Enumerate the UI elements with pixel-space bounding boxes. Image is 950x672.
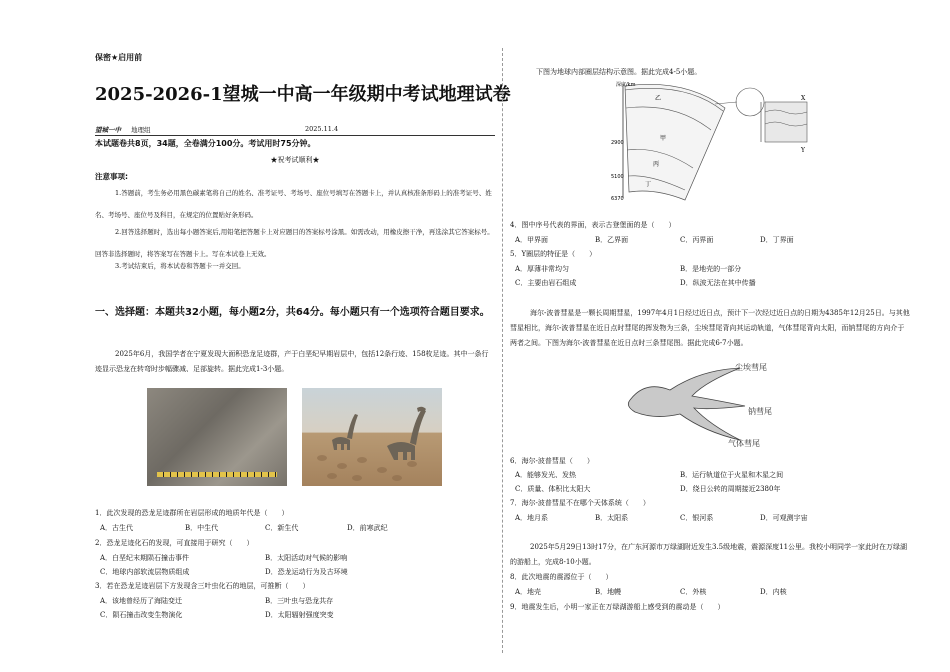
intro-paragraph: 2025年6月，我国学者在宁夏发现大面积恐龙足迹群，产于白垩纪早期岩层中，包括12条行迹、158枚足迹。其中一条行迹显示恐龙在转弯时步幅骤减、足部旋转。据此完成1-3小题。 [95,350,489,373]
q2-options [95,553,495,563]
group-name: 地理组 [131,126,151,134]
q6-options-row2 [510,484,910,494]
option: C．新生代 [265,524,299,532]
note-item: 3.考试结束后，将本试卷和答题卡一并交回。 [115,262,245,270]
option: D．纵波无法在其中传播 [680,279,756,287]
footprint-photo [147,388,287,486]
label-yi: 乙 [655,95,662,102]
label-bing: 丙 [653,161,660,168]
meta-line [95,125,495,136]
comet-shape [628,368,745,440]
option: D．太阳辐射强度突变 [265,611,334,619]
option: B．中生代 [185,524,219,532]
option: A．地壳 [515,588,542,596]
q3-options [95,596,495,606]
option: D．恐龙运动行为及古环境 [265,568,348,576]
gas-tail-label: 气体彗尾 [728,439,760,448]
option: B．太阳活动对气候的影响 [265,554,348,562]
option: C．质量、体积比太阳大 [515,485,591,493]
option: B．太阳系 [595,514,629,522]
option: D．前寒武纪 [347,524,388,532]
comet-tails-diagram [610,360,810,450]
option: A．古生代 [100,524,134,532]
option: C．主要由岩石组成 [515,279,577,287]
depth-6370: 6370 [611,196,624,202]
q8-options [510,587,910,597]
question-9: 9．地震发生后，小明一家正在万绿湖游船上感受到的震动是（ ） [510,603,725,611]
secret-label: 保密★启用前 [95,53,143,62]
option: A．该地曾经历了海陆变迁 [100,597,183,605]
option: D．内核 [760,588,787,596]
question-3: 3．若在恐龙足迹岩层下方发现含三叶虫化石的地层，可推断（ ） [95,582,310,590]
question-4: 4．图中序号代表的界面，表示古登堡面的是（ ） [510,221,676,229]
q1-options [95,523,495,533]
column-divider [502,48,503,653]
label-jia: 甲 [660,135,667,142]
option: B．三叶虫与恐龙共存 [265,597,334,605]
earth-interior-diagram [611,80,815,208]
comet-paragraph: 海尔-波普彗星是一颗长周期彗星，1997年4月1日经过近日点，预计下一次经过近日点的日期为4385年12月25日。与其他彗星相比，海尔-波普彗星在近日点时彗尾的挥发物为三条，尘埃彗尾背向其运动轨道，气体彗尾背向太阳，而钠彗尾的方向介于两者之间。下图为海尔-波普彗星在近日点时三条彗尾图。据此完成6-7小题。 [510,309,910,347]
option: A．地月系 [515,514,549,522]
option: B．是地壳的一部分 [680,265,742,273]
option: A．能够发光、发热 [515,471,577,479]
option: B．乙界面 [595,236,629,244]
question-8: 8．此次地震的震源位于（ ） [510,573,613,581]
label-ding: 丁 [645,181,652,188]
q6-options [510,470,910,480]
depth-5100: 5100 [611,174,624,180]
option: B．地幔 [595,588,622,596]
exam-info: 本试题卷共8页，34题，全卷满分100分。考试用时75分钟。 [95,139,316,148]
school-name: 望城一中 [95,126,121,134]
note-item: 1.答题前，考生务必用黑色碳素笔将自己的姓名、准考证号、考场号、座位号填写在答题卡上，并认真核准条形码上的准考证号、姓名、考场号、座位号及科目，在规定的位置贴好条形码。 [95,189,492,219]
sodium-tail-label: 钠彗尾 [748,407,772,416]
option: D．丁界面 [760,236,794,244]
exam-wish: ★祝考试顺利★ [270,156,320,164]
option: A．白垩纪末期陨石撞击事件 [100,554,190,562]
question-2: 2．恐龙足迹化石的发现，可直接用于研究（ ） [95,539,254,547]
option: C．地球内部软流层物质组成 [100,568,190,576]
option: C．丙界面 [680,236,714,244]
dust-tail-label: 尘埃彗尾 [735,363,767,372]
q5-options-row2 [510,278,910,288]
depth-label: 深度/km [616,82,636,88]
figure-intro: 下图为地球内部圈层结构示意图。据此完成4-5小题。 [536,68,702,76]
dinosaur-illustration [302,388,442,486]
question-6: 6．海尔-波普彗星（ ） [510,457,594,465]
q4-options [510,235,910,245]
q5-options [510,264,910,274]
option: B．运行轨道位于火星和木星之间 [680,471,784,479]
option: C．陨石撞击改变生物演化 [100,611,183,619]
q7-options [510,513,910,523]
page-title: 2025-2026-1望城一中高一年级期中考试地理试卷 [95,84,511,105]
quake-paragraph: 2025年5月29日13时17分，在广东河源市万绿湖附近发生3.5级地震，震源深度11公里。我校小明同学一家此时在万绿湖的游船上，完成8-10小题。 [510,543,908,566]
question-1: 1．此次发现的恐龙足迹群所在岩层形成的地质年代是（ ） [95,509,289,517]
exam-date: 2025.11.4 [305,125,339,133]
label-x: X [801,95,806,102]
question-7: 7．海尔-波普彗星不在哪个天体系统（ ） [510,499,650,507]
option: A．甲界面 [515,236,549,244]
option: D．绕日公转的周期接近2380年 [680,485,781,493]
option: A．厚薄非常均匀 [515,265,570,273]
depth-2900: 2900 [611,140,624,146]
q3-options-row2 [95,610,495,620]
q2-options-row2 [95,567,495,577]
section-heading: 一、选择题：本题共32小题，每小题2分，共64分。每小题只有一个选项符合题目要求。 [95,307,490,318]
option: D．可观测宇宙 [760,514,808,522]
label-y: Y [801,147,805,154]
scale-ruler [157,472,277,477]
note-item: 2.回答选择题时，选出每小题答案后,用铅笔把答题卡上对应题目的答案标号涂黑。如需改动，用橡皮擦干净，再选涂其它答案标号。回答非选择题时，将答案写在答题卡上。写在本试卷上无效。 [95,228,494,258]
question-5: 5．Y圈层的特征是（ ） [510,250,597,258]
notes-heading: 注意事项: [95,172,128,181]
option: C．银河系 [680,514,714,522]
option: C．外核 [680,588,707,596]
